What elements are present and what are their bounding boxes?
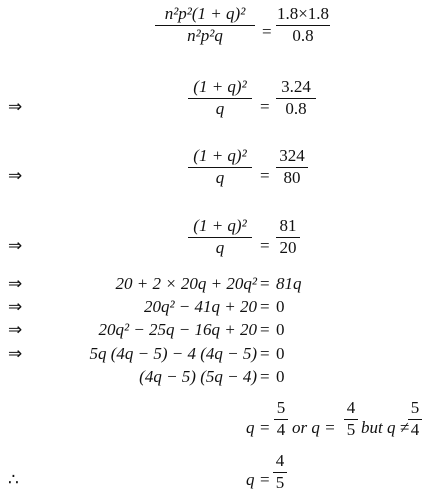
implies-symbol: ⇒ — [8, 274, 23, 294]
l3-rhs-fraction — [276, 147, 308, 187]
l10-f3-numerator: 5 — [410, 398, 420, 417]
l4-rhs-numerator: 81 — [279, 216, 297, 235]
l7-equals: = — [260, 320, 270, 339]
l2-rhs-numerator: 3.24 — [281, 77, 311, 96]
l9-rhs: 0 — [276, 367, 285, 386]
l6-rhs: 0 — [276, 297, 285, 316]
l1-rhs-denominator: 0.8 — [292, 26, 314, 45]
implies-symbol: ⇒ — [8, 344, 23, 364]
l11-lhs: q — [246, 470, 255, 489]
implies-symbol: ⇒ — [8, 297, 23, 317]
l10-or-text: or q = — [292, 418, 336, 437]
l10-fraction-1 — [274, 399, 288, 439]
l4-lhs-fraction — [188, 217, 252, 257]
l4-lhs-numerator: (1 + q)² — [193, 216, 247, 235]
l5-lhs: 20 + 2 × 20q + 20q² — [115, 274, 257, 293]
l10-f2-denominator: 5 — [346, 420, 356, 439]
l11-rhs-fraction — [273, 452, 287, 492]
l9-lhs: (4q − 5) (5q − 4) — [139, 367, 257, 386]
l2-lhs-fraction — [188, 78, 252, 118]
l2-lhs-numerator: (1 + q)² — [193, 77, 247, 96]
l10-equals: = — [260, 418, 270, 437]
l4-lhs-denominator: q — [215, 238, 225, 257]
implies-symbol: ⇒ — [8, 166, 23, 186]
l2-lhs-denominator: q — [215, 99, 225, 118]
implies-symbol: ⇒ — [8, 97, 23, 117]
l10-f3-denominator: 4 — [410, 420, 420, 439]
l2-equals: = — [260, 97, 270, 116]
l10-but-text: but q ≠ — [361, 418, 410, 437]
l3-lhs-fraction — [188, 147, 252, 187]
l5-rhs: 81q — [276, 274, 302, 293]
l4-rhs-fraction — [276, 217, 300, 257]
l10-fraction-3 — [408, 399, 422, 439]
l3-equals: = — [260, 166, 270, 185]
l10-f1-numerator: 5 — [276, 398, 286, 417]
l10-fraction-2 — [344, 399, 358, 439]
l7-lhs: 20q² − 25q − 16q + 20 — [98, 320, 257, 339]
l2-rhs-denominator: 0.8 — [285, 99, 307, 118]
implies-symbol: ⇒ — [8, 236, 23, 256]
l1-lhs-fraction — [155, 5, 255, 45]
l3-rhs-numerator: 324 — [279, 146, 305, 165]
l10-f1-denominator: 4 — [276, 420, 286, 439]
l10-f2-numerator: 4 — [346, 398, 356, 417]
l7-rhs: 0 — [276, 320, 285, 339]
l1-equals: = — [262, 22, 272, 41]
l1-rhs-fraction — [276, 5, 330, 45]
l8-rhs: 0 — [276, 344, 285, 363]
l11-rhs-numerator: 4 — [275, 451, 285, 470]
l3-lhs-numerator: (1 + q)² — [193, 146, 247, 165]
l6-lhs: 20q² − 41q + 20 — [143, 297, 257, 316]
l4-equals: = — [260, 236, 270, 255]
l11-equals: = — [260, 470, 270, 489]
therefore-symbol: ∴ — [8, 470, 19, 490]
l8-lhs: 5q (4q − 5) − 4 (4q − 5) — [89, 344, 257, 363]
l9-equals: = — [260, 367, 270, 386]
l11-rhs-denominator: 5 — [275, 473, 285, 492]
implies-symbol: ⇒ — [8, 320, 23, 340]
l6-equals: = — [260, 297, 270, 316]
l3-rhs-denominator: 80 — [283, 168, 301, 187]
l10-lhs: q — [246, 418, 255, 437]
l1-lhs-denominator: n²p²q — [187, 26, 223, 45]
l3-lhs-denominator: q — [215, 168, 225, 187]
l8-equals: = — [260, 344, 270, 363]
l4-rhs-denominator: 20 — [279, 238, 297, 257]
l2-rhs-fraction — [276, 78, 316, 118]
l1-rhs-numerator: 1.8×1.8 — [276, 4, 330, 23]
l1-lhs-numerator: n²p²(1 + q)² — [164, 4, 246, 23]
l5-equals: = — [260, 274, 270, 293]
